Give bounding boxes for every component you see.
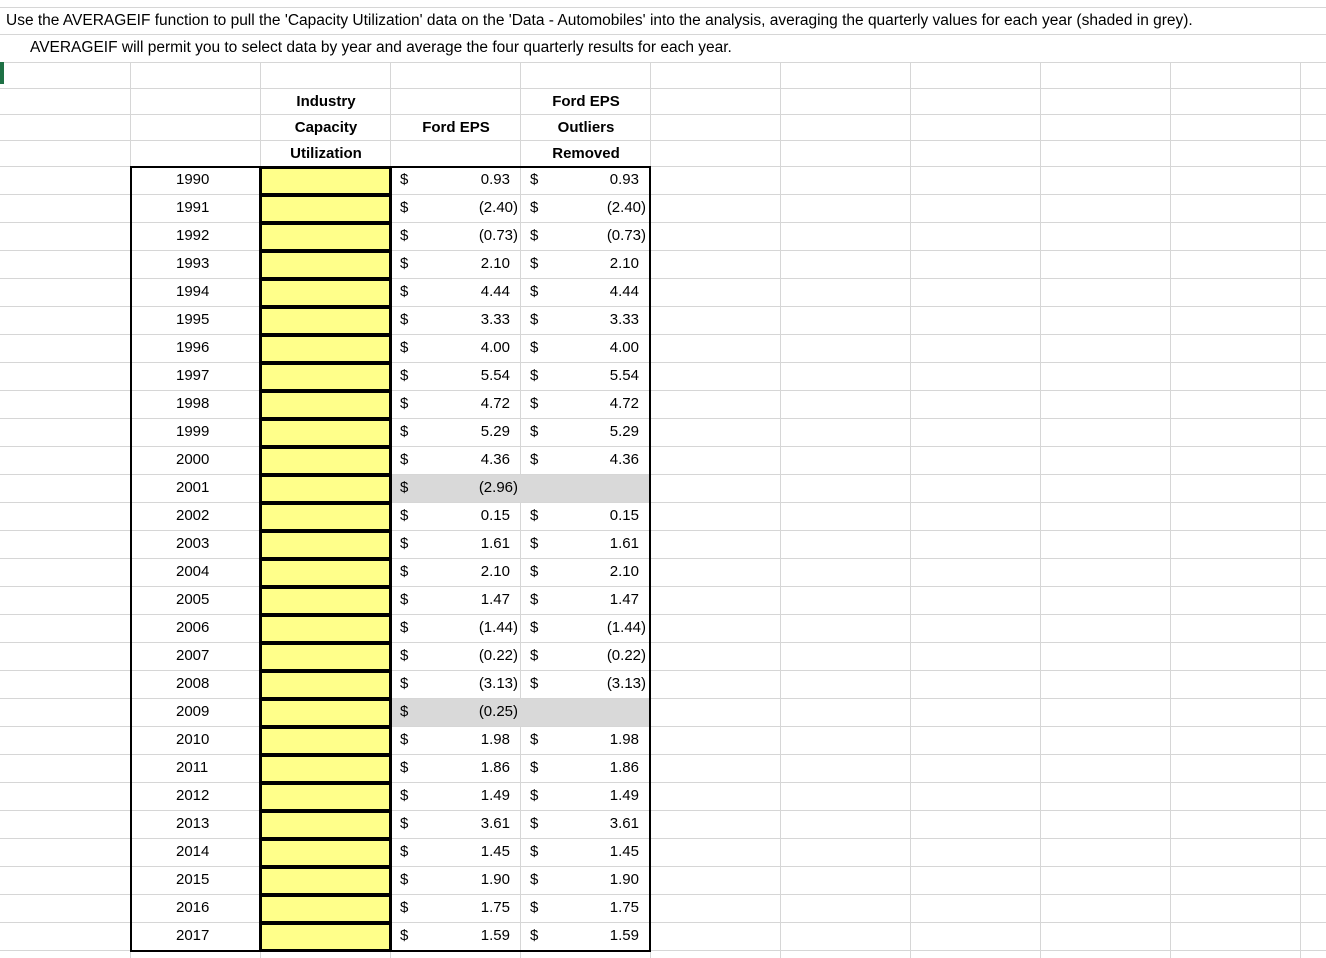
ford-eps-value: 4.44	[480, 283, 510, 300]
eps-outliers-currency-symbol: $	[530, 647, 539, 664]
row-year: 2004	[176, 563, 210, 580]
ford-eps-outliers-removed-value: 1.45	[609, 843, 639, 860]
eps-outliers-currency-symbol: $	[530, 787, 539, 804]
row-year: 1990	[176, 171, 210, 188]
ford-eps-value: 1.45	[480, 843, 510, 860]
eps-outliers-currency-symbol: $	[530, 395, 539, 412]
ford-eps-value: (2.40)	[478, 199, 518, 216]
row-year: 2016	[176, 899, 210, 916]
eps-outliers-currency-symbol: $	[530, 367, 539, 384]
ford-eps-outliers-removed-value: (2.40)	[606, 199, 646, 216]
eps-currency-symbol: $	[400, 339, 409, 356]
ford-eps-outliers-removed-value: 4.72	[609, 395, 639, 412]
ford-eps-value: 1.49	[480, 787, 510, 804]
row-year: 2012	[176, 787, 210, 804]
ford-eps-outliers-removed-value: 5.54	[609, 367, 639, 384]
header-outliers-line-1: Ford EPS	[552, 93, 620, 110]
eps-currency-symbol: $	[400, 703, 409, 720]
ford-eps-outliers-removed-value: 1.49	[609, 787, 639, 804]
ford-eps-value: 5.54	[480, 367, 510, 384]
header-ford-eps: Ford EPS	[422, 119, 490, 136]
ford-eps-value: 0.93	[480, 171, 510, 188]
eps-outliers-currency-symbol: $	[530, 619, 539, 636]
ford-eps-outliers-removed-value: 4.36	[609, 451, 639, 468]
ford-eps-outliers-removed-value: 2.10	[609, 255, 639, 272]
eps-currency-symbol: $	[400, 899, 409, 916]
eps-currency-symbol: $	[400, 647, 409, 664]
row-year: 2017	[176, 927, 210, 944]
ford-eps-outliers-removed-value: 1.75	[609, 899, 639, 916]
row-year: 2010	[176, 731, 210, 748]
row-year: 2011	[176, 759, 209, 776]
eps-currency-symbol: $	[400, 731, 409, 748]
ford-eps-value: 1.98	[480, 731, 510, 748]
ford-eps-outliers-removed-value: 4.44	[609, 283, 639, 300]
eps-currency-symbol: $	[400, 815, 409, 832]
instruction-line-2: AVERAGEIF will permit you to select data by year and average the four quarterly results for each year.	[30, 39, 732, 56]
row-year: 2002	[176, 507, 210, 524]
instruction-line-1: Use the AVERAGEIF function to pull the 'Capacity Utilization' data on the 'Data - Automobiles' into the analysis, averaging the quarterly values for each year (shaded in grey).	[6, 12, 1193, 29]
eps-currency-symbol: $	[400, 283, 409, 300]
eps-currency-symbol: $	[400, 535, 409, 552]
eps-currency-symbol: $	[400, 591, 409, 608]
eps-outliers-currency-symbol: $	[530, 283, 539, 300]
eps-outliers-currency-symbol: $	[530, 927, 539, 944]
ford-eps-outliers-removed-value: 5.29	[609, 423, 639, 440]
eps-outliers-currency-symbol: $	[530, 171, 539, 188]
ford-eps-value: 1.90	[480, 871, 510, 888]
ford-eps-value: 4.36	[480, 451, 510, 468]
ford-eps-outliers-removed-value: 3.33	[609, 311, 639, 328]
eps-outliers-currency-symbol: $	[530, 255, 539, 272]
eps-outliers-currency-symbol: $	[530, 227, 539, 244]
row-year: 1992	[176, 227, 210, 244]
ford-eps-value: (0.25)	[478, 703, 518, 720]
ford-eps-value: 5.29	[480, 423, 510, 440]
ford-eps-value: 1.47	[480, 591, 510, 608]
header-capacity-line-2: Capacity	[294, 119, 358, 136]
row-year: 2000	[176, 451, 210, 468]
eps-currency-symbol: $	[400, 619, 409, 636]
row-year: 1996	[176, 339, 210, 356]
ford-eps-outliers-removed-value: 1.59	[609, 927, 639, 944]
eps-currency-symbol: $	[400, 311, 409, 328]
row-year: 1997	[176, 367, 210, 384]
ford-eps-outliers-removed-value: 0.93	[609, 171, 639, 188]
row-year: 2008	[176, 675, 210, 692]
eps-currency-symbol: $	[400, 171, 409, 188]
ford-eps-value: 1.75	[480, 899, 510, 916]
ford-eps-outliers-removed-value: 1.47	[609, 591, 639, 608]
eps-outliers-currency-symbol: $	[530, 675, 539, 692]
ford-eps-value: 2.10	[480, 255, 510, 272]
eps-outliers-currency-symbol: $	[530, 423, 539, 440]
header-outliers-line-2: Outliers	[557, 119, 615, 136]
row-year: 2013	[176, 815, 210, 832]
ford-eps-outliers-removed-value: 0.15	[609, 507, 639, 524]
ford-eps-outliers-removed-value: 1.98	[609, 731, 639, 748]
ford-eps-value: (0.22)	[478, 647, 518, 664]
ford-eps-value: (0.73)	[478, 227, 518, 244]
ford-eps-value: 0.15	[480, 507, 510, 524]
header-capacity-line-1: Industry	[296, 93, 356, 110]
row-year: 1991	[176, 199, 210, 216]
ford-eps-value: 1.61	[480, 535, 510, 552]
row-year: 1998	[176, 395, 210, 412]
eps-currency-symbol: $	[400, 423, 409, 440]
eps-currency-symbol: $	[400, 563, 409, 580]
eps-currency-symbol: $	[400, 451, 409, 468]
eps-outliers-currency-symbol: $	[530, 451, 539, 468]
row-year: 1994	[176, 283, 210, 300]
ford-eps-value: 2.10	[480, 563, 510, 580]
ford-eps-outliers-removed-value: 3.61	[609, 815, 639, 832]
ford-eps-outliers-removed-value: (3.13)	[606, 675, 646, 692]
ford-eps-outliers-removed-value: (1.44)	[606, 619, 646, 636]
table-border	[130, 166, 651, 952]
ford-eps-value: 3.33	[480, 311, 510, 328]
eps-outliers-currency-symbol: $	[530, 591, 539, 608]
eps-outliers-currency-symbol: $	[530, 843, 539, 860]
ford-eps-outliers-removed-value: 4.00	[609, 339, 639, 356]
row-year: 2009	[176, 703, 210, 720]
ford-eps-outliers-removed-value: (0.22)	[606, 647, 646, 664]
ford-eps-outliers-removed-value: (0.73)	[606, 227, 646, 244]
ford-eps-value: 4.72	[480, 395, 510, 412]
eps-outliers-currency-symbol: $	[530, 899, 539, 916]
eps-currency-symbol: $	[400, 255, 409, 272]
eps-outliers-currency-symbol: $	[530, 507, 539, 524]
eps-outliers-currency-symbol: $	[530, 731, 539, 748]
ford-eps-outliers-removed-value: 1.86	[609, 759, 639, 776]
row-year: 2003	[176, 535, 210, 552]
eps-currency-symbol: $	[400, 367, 409, 384]
row-year: 2006	[176, 619, 210, 636]
eps-currency-symbol: $	[400, 787, 409, 804]
active-cell-indicator	[0, 62, 4, 84]
eps-outliers-currency-symbol: $	[530, 871, 539, 888]
eps-currency-symbol: $	[400, 227, 409, 244]
row-year: 2001	[176, 479, 210, 496]
row-year: 2005	[176, 591, 210, 608]
row-year: 2014	[176, 843, 210, 860]
ford-eps-value: (1.44)	[478, 619, 518, 636]
row-year: 1999	[176, 423, 210, 440]
eps-outliers-currency-symbol: $	[530, 311, 539, 328]
row-year: 1995	[176, 311, 210, 328]
ford-eps-outliers-removed-value: 2.10	[609, 563, 639, 580]
ford-eps-outliers-removed-value: 1.61	[609, 535, 639, 552]
eps-currency-symbol: $	[400, 871, 409, 888]
eps-currency-symbol: $	[400, 507, 409, 524]
eps-outliers-currency-symbol: $	[530, 563, 539, 580]
eps-outliers-currency-symbol: $	[530, 339, 539, 356]
header-capacity-line-3: Utilization	[290, 145, 362, 162]
header-outliers-line-3: Removed	[552, 145, 620, 162]
ford-eps-value: 3.61	[480, 815, 510, 832]
eps-outliers-currency-symbol: $	[530, 815, 539, 832]
eps-currency-symbol: $	[400, 199, 409, 216]
ford-eps-value: (2.96)	[478, 479, 518, 496]
ford-eps-outliers-removed-value: 1.90	[609, 871, 639, 888]
row-year: 2015	[176, 871, 210, 888]
eps-currency-symbol: $	[400, 479, 409, 496]
eps-outliers-currency-symbol: $	[530, 759, 539, 776]
ford-eps-value: (3.13)	[478, 675, 518, 692]
row-year: 2007	[176, 647, 210, 664]
eps-currency-symbol: $	[400, 843, 409, 860]
eps-currency-symbol: $	[400, 675, 409, 692]
ford-eps-value: 1.59	[480, 927, 510, 944]
eps-currency-symbol: $	[400, 395, 409, 412]
ford-eps-value: 1.86	[480, 759, 510, 776]
ford-eps-value: 4.00	[480, 339, 510, 356]
row-year: 1993	[176, 255, 210, 272]
eps-outliers-currency-symbol: $	[530, 535, 539, 552]
eps-outliers-currency-symbol: $	[530, 199, 539, 216]
eps-currency-symbol: $	[400, 759, 409, 776]
eps-currency-symbol: $	[400, 927, 409, 944]
